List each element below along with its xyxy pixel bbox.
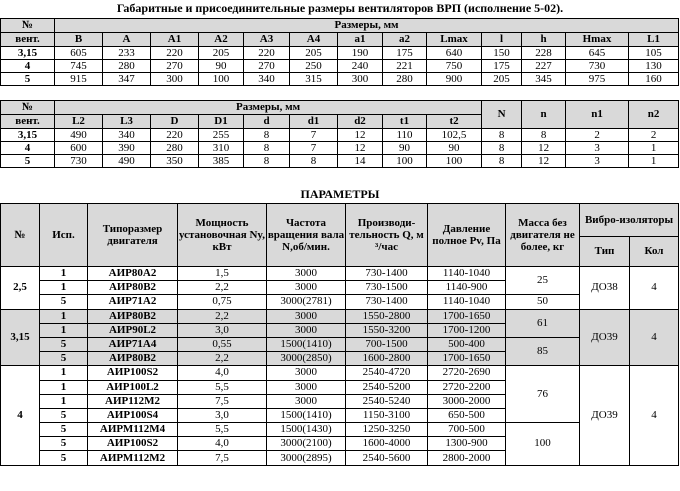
table-cell: 1 bbox=[40, 323, 88, 337]
table-cell: 3000(2895) bbox=[267, 451, 346, 465]
header-cell: Размеры, мм bbox=[55, 19, 679, 33]
table-cell: 310 bbox=[199, 142, 244, 155]
header-cell: A1 bbox=[151, 33, 199, 47]
table-cell: 730-1500 bbox=[346, 281, 428, 295]
table-cell: 1140-1040 bbox=[428, 267, 506, 281]
table-cell: 2,2 bbox=[178, 309, 267, 323]
table-cell: 12 bbox=[522, 155, 566, 168]
table-cell: 315 bbox=[290, 73, 338, 86]
table-cell: 3000 bbox=[267, 309, 346, 323]
header-cell: вент. bbox=[1, 33, 55, 47]
header-cell: d bbox=[244, 115, 290, 129]
table-cell: 650-500 bbox=[428, 408, 506, 422]
table-cell: 900 bbox=[427, 73, 482, 86]
table-cell: 5 bbox=[40, 337, 88, 351]
table-cell: 220 bbox=[244, 47, 290, 60]
table-cell: 7 bbox=[290, 129, 338, 142]
header-cell: B bbox=[55, 33, 103, 47]
header-cell: l bbox=[482, 33, 522, 47]
table-cell: 1 bbox=[40, 267, 88, 281]
table-cell: 5 bbox=[40, 295, 88, 309]
header-cell: Вибро-изоляторы bbox=[580, 204, 679, 237]
table-cell: 2720-2690 bbox=[428, 366, 506, 380]
table-cell: 220 bbox=[151, 129, 199, 142]
table-cell: 300 bbox=[151, 73, 199, 86]
table-cell: АИР100S2 bbox=[88, 366, 178, 380]
table-cell: 3 bbox=[566, 142, 629, 155]
table-row bbox=[1, 366, 679, 380]
table-row bbox=[1, 337, 679, 351]
header-cell: № bbox=[1, 204, 40, 267]
table-cell: 220 bbox=[151, 47, 199, 60]
header-cell: Исп. bbox=[40, 204, 88, 267]
table-cell: 3 bbox=[566, 155, 629, 168]
table-cell: 345 bbox=[522, 73, 566, 86]
mass-cell: 85 bbox=[506, 337, 580, 365]
table-cell: 2,2 bbox=[178, 352, 267, 366]
table-cell: АИРМ112М4 bbox=[88, 423, 178, 437]
header-cell: L3 bbox=[103, 115, 151, 129]
table-cell: 8 bbox=[522, 129, 566, 142]
table-cell: 1 bbox=[629, 142, 679, 155]
table-cell: 3000 bbox=[267, 380, 346, 394]
vibro-count-cell: 4 bbox=[630, 267, 679, 310]
table-cell: 1140-900 bbox=[428, 281, 506, 295]
table-cell: 8 bbox=[290, 155, 338, 168]
table-cell: 14 bbox=[338, 155, 383, 168]
table-cell: 490 bbox=[103, 155, 151, 168]
row-label: 3,15 bbox=[1, 129, 55, 142]
table-cell: 730 bbox=[566, 60, 629, 73]
table-cell: 1250-3250 bbox=[346, 423, 428, 437]
table-cell: 1 bbox=[40, 394, 88, 408]
table-row bbox=[1, 101, 679, 115]
table-cell: 1700-1650 bbox=[428, 352, 506, 366]
table-cell: 102,5 bbox=[427, 129, 482, 142]
table-cell: 300 bbox=[338, 73, 383, 86]
table-cell: 730-1400 bbox=[346, 295, 428, 309]
table-cell: 7,5 bbox=[178, 394, 267, 408]
mass-cell: 76 bbox=[506, 366, 580, 423]
table-row bbox=[1, 267, 679, 281]
table-cell: 1600-2800 bbox=[346, 352, 428, 366]
table-cell: 250 bbox=[290, 60, 338, 73]
table-cell: 5,5 bbox=[178, 380, 267, 394]
table-row bbox=[1, 309, 679, 323]
table-cell: АИР100S2 bbox=[88, 437, 178, 451]
table-cell: 605 bbox=[55, 47, 103, 60]
row-label: 4 bbox=[1, 60, 55, 73]
table-cell: 750 bbox=[427, 60, 482, 73]
row-label: 5 bbox=[1, 73, 55, 86]
table-cell: 280 bbox=[383, 73, 427, 86]
table-cell: АИР100S4 bbox=[88, 408, 178, 422]
group-label: 4 bbox=[1, 366, 40, 465]
table-row bbox=[1, 295, 679, 309]
table-cell: 0,55 bbox=[178, 337, 267, 351]
table-cell: 1 bbox=[629, 155, 679, 168]
mass-cell: 100 bbox=[506, 423, 580, 466]
table-cell: 730 bbox=[55, 155, 103, 168]
header-cell: L2 bbox=[55, 115, 103, 129]
table-cell: 8 bbox=[482, 142, 522, 155]
table-cell: 1,5 bbox=[178, 267, 267, 281]
header-cell: A2 bbox=[199, 33, 244, 47]
table-cell: 490 bbox=[55, 129, 103, 142]
vibro-type-cell: ДО38 bbox=[580, 267, 630, 310]
vibro-type-cell: ДО39 bbox=[580, 366, 630, 465]
table-cell: 730-1400 bbox=[346, 267, 428, 281]
table-row bbox=[1, 155, 679, 168]
table-cell: 640 bbox=[427, 47, 482, 60]
header-cell: N bbox=[482, 101, 522, 129]
table-cell: 12 bbox=[522, 142, 566, 155]
table-cell: 90 bbox=[427, 142, 482, 155]
params-title: ПАРАМЕТРЫ bbox=[300, 187, 380, 201]
header-cell: вент. bbox=[1, 115, 55, 129]
table-cell: 100 bbox=[383, 155, 427, 168]
mass-cell: 61 bbox=[506, 309, 580, 337]
table-cell: 5 bbox=[40, 352, 88, 366]
table-cell: 340 bbox=[244, 73, 290, 86]
header-cell: L1 bbox=[629, 33, 679, 47]
table-cell: 1500(1410) bbox=[267, 337, 346, 351]
header-cell: Hmax bbox=[566, 33, 629, 47]
table-cell: 228 bbox=[522, 47, 566, 60]
table-cell: АИР112М2 bbox=[88, 394, 178, 408]
table-cell: 280 bbox=[103, 60, 151, 73]
table-cell: 385 bbox=[199, 155, 244, 168]
header-cell: Lmax bbox=[427, 33, 482, 47]
table-cell: 2 bbox=[566, 129, 629, 142]
row-label: 3,15 bbox=[1, 47, 55, 60]
table-cell: 1700-1650 bbox=[428, 309, 506, 323]
mass-cell: 25 bbox=[506, 267, 580, 295]
table-row bbox=[1, 423, 679, 437]
table-cell: 1140-1040 bbox=[428, 295, 506, 309]
table-cell: 240 bbox=[338, 60, 383, 73]
table-cell: АИР80В2 bbox=[88, 309, 178, 323]
table-cell: 3000 bbox=[267, 394, 346, 408]
header-cell: Кол bbox=[630, 237, 679, 267]
table-cell: 8 bbox=[482, 129, 522, 142]
header-cell: Мощность установочная Ny, кВт bbox=[178, 204, 267, 267]
table-row bbox=[1, 204, 679, 237]
table-cell: 3000 bbox=[267, 281, 346, 295]
header-cell: Тип bbox=[580, 237, 630, 267]
table-cell: 8 bbox=[244, 155, 290, 168]
table-cell: 221 bbox=[383, 60, 427, 73]
table-cell: 0,75 bbox=[178, 295, 267, 309]
table-cell: 8 bbox=[482, 155, 522, 168]
table-cell: 3000(2100) bbox=[267, 437, 346, 451]
table-cell: 2540-5600 bbox=[346, 451, 428, 465]
table-cell: 1700-1200 bbox=[428, 323, 506, 337]
header-cell: D bbox=[151, 115, 199, 129]
header-cell: a1 bbox=[338, 33, 383, 47]
table-cell: 2540-5240 bbox=[346, 394, 428, 408]
table-row bbox=[1, 60, 679, 73]
table-cell: 1 bbox=[40, 309, 88, 323]
table-row bbox=[1, 19, 679, 33]
header-cell: Типоразмер двигателя bbox=[88, 204, 178, 267]
table-cell: 7 bbox=[290, 142, 338, 155]
table-cell: 390 bbox=[103, 142, 151, 155]
table-cell: 500-400 bbox=[428, 337, 506, 351]
table-cell: 205 bbox=[290, 47, 338, 60]
table-cell: 1 bbox=[40, 380, 88, 394]
table-cell: 700-500 bbox=[428, 423, 506, 437]
table-cell: 270 bbox=[244, 60, 290, 73]
table-cell: 3,0 bbox=[178, 323, 267, 337]
header-cell: № bbox=[1, 19, 55, 33]
header-cell: n1 bbox=[566, 101, 629, 129]
table-row bbox=[1, 73, 679, 86]
header-cell: d1 bbox=[290, 115, 338, 129]
table-cell: 7,5 bbox=[178, 451, 267, 465]
table-cell: 205 bbox=[482, 73, 522, 86]
table-cell: 270 bbox=[151, 60, 199, 73]
table-row bbox=[1, 47, 679, 60]
table-cell: 1500(1410) bbox=[267, 408, 346, 422]
table-cell: 110 bbox=[383, 129, 427, 142]
table-row bbox=[1, 33, 679, 47]
table-cell: АИР100L2 bbox=[88, 380, 178, 394]
header-cell: d2 bbox=[338, 115, 383, 129]
table-cell: 227 bbox=[522, 60, 566, 73]
table-cell: 3000(2781) bbox=[267, 295, 346, 309]
table-cell: 255 bbox=[199, 129, 244, 142]
table-cell: 1500(1430) bbox=[267, 423, 346, 437]
table-cell: 975 bbox=[566, 73, 629, 86]
table-cell: 1150-3100 bbox=[346, 408, 428, 422]
dimensions-table-2 bbox=[0, 100, 679, 168]
table-cell: 8 bbox=[244, 142, 290, 155]
table-cell: 2 bbox=[629, 129, 679, 142]
table-cell: 5 bbox=[40, 437, 88, 451]
header-cell: № bbox=[1, 101, 55, 115]
header-cell: D1 bbox=[199, 115, 244, 129]
table-cell: 3000 bbox=[267, 267, 346, 281]
table-cell: 1 bbox=[40, 281, 88, 295]
table-cell: 8 bbox=[244, 129, 290, 142]
header-cell: Частота вращения вала N,об/мин. bbox=[267, 204, 346, 267]
table-cell: 205 bbox=[199, 47, 244, 60]
table-cell: 350 bbox=[151, 155, 199, 168]
header-cell: a2 bbox=[383, 33, 427, 47]
table-cell: 2800-2000 bbox=[428, 451, 506, 465]
header-cell: A3 bbox=[244, 33, 290, 47]
table-cell: 3000 bbox=[267, 323, 346, 337]
table-cell: 160 bbox=[629, 73, 679, 86]
table-cell: 175 bbox=[383, 47, 427, 60]
table-cell: 2720-2200 bbox=[428, 380, 506, 394]
header-cell: t2 bbox=[427, 115, 482, 129]
table-cell: 1 bbox=[40, 366, 88, 380]
table-cell: 915 bbox=[55, 73, 103, 86]
table-cell: 2540-4720 bbox=[346, 366, 428, 380]
header-cell: Масса без двигателя не более, кг bbox=[506, 204, 580, 267]
table-cell: 5 bbox=[40, 451, 88, 465]
table-cell: 1300-900 bbox=[428, 437, 506, 451]
table-cell: АИР80В2 bbox=[88, 352, 178, 366]
table-cell: 700-1500 bbox=[346, 337, 428, 351]
table-cell: 3000(2850) bbox=[267, 352, 346, 366]
table-cell: 90 bbox=[383, 142, 427, 155]
table-cell: 1550-3200 bbox=[346, 323, 428, 337]
table-cell: 2,2 bbox=[178, 281, 267, 295]
group-label: 3,15 bbox=[1, 309, 40, 366]
row-label: 5 bbox=[1, 155, 55, 168]
table-cell: 105 bbox=[629, 47, 679, 60]
table-cell: 340 bbox=[103, 129, 151, 142]
table-cell: 3000-2000 bbox=[428, 394, 506, 408]
header-cell: Давление полное Pv, Па bbox=[428, 204, 506, 267]
table-cell: 1600-4000 bbox=[346, 437, 428, 451]
header-cell: Производи-тельность Q, м ³/час bbox=[346, 204, 428, 267]
header-cell: n2 bbox=[629, 101, 679, 129]
group-label: 2,5 bbox=[1, 267, 40, 310]
table-cell: АИР71А4 bbox=[88, 337, 178, 351]
table-cell: 5 bbox=[40, 423, 88, 437]
header-cell: A bbox=[103, 33, 151, 47]
vibro-count-cell: 4 bbox=[630, 309, 679, 366]
table-cell: 3000 bbox=[267, 366, 346, 380]
header-cell: Размеры, мм bbox=[55, 101, 482, 115]
table-cell: 5,5 bbox=[178, 423, 267, 437]
table-cell: 190 bbox=[338, 47, 383, 60]
table-cell: 90 bbox=[199, 60, 244, 73]
table-cell: 5 bbox=[40, 408, 88, 422]
table-cell: 280 bbox=[151, 142, 199, 155]
vibro-type-cell: ДО39 bbox=[580, 309, 630, 366]
table-cell: 12 bbox=[338, 129, 383, 142]
vibro-count-cell: 4 bbox=[630, 366, 679, 465]
table-cell: 2540-5200 bbox=[346, 380, 428, 394]
mass-cell: 50 bbox=[506, 295, 580, 309]
table-row bbox=[1, 142, 679, 155]
table-cell: 745 bbox=[55, 60, 103, 73]
header-cell: h bbox=[522, 33, 566, 47]
table-cell: 12 bbox=[338, 142, 383, 155]
table-cell: АИР80А2 bbox=[88, 267, 178, 281]
table-cell: 130 bbox=[629, 60, 679, 73]
table-cell: 347 bbox=[103, 73, 151, 86]
table-cell: АИР71А2 bbox=[88, 295, 178, 309]
table-cell: АИР80В2 bbox=[88, 281, 178, 295]
header-cell: t1 bbox=[383, 115, 427, 129]
header-cell: A4 bbox=[290, 33, 338, 47]
table-cell: 175 bbox=[482, 60, 522, 73]
table-cell: 100 bbox=[427, 155, 482, 168]
dimensions-table-1 bbox=[0, 18, 679, 86]
row-label: 4 bbox=[1, 142, 55, 155]
table-cell: АИР90L2 bbox=[88, 323, 178, 337]
table-cell: 1550-2800 bbox=[346, 309, 428, 323]
parameters-table bbox=[0, 203, 679, 466]
table-cell: 100 bbox=[199, 73, 244, 86]
table-cell: 150 bbox=[482, 47, 522, 60]
table-cell: 645 bbox=[566, 47, 629, 60]
table-cell: 3,0 bbox=[178, 408, 267, 422]
document-title: Габаритные и присоединительные размеры вентиляторов ВРП (исполнение 5-02). bbox=[116, 1, 564, 15]
table-cell: 233 bbox=[103, 47, 151, 60]
table-cell: 600 bbox=[55, 142, 103, 155]
table-cell: 4,0 bbox=[178, 437, 267, 451]
table-cell: 4,0 bbox=[178, 366, 267, 380]
table-row bbox=[1, 129, 679, 142]
table-cell: АИРМ112М2 bbox=[88, 451, 178, 465]
header-cell: n bbox=[522, 101, 566, 129]
